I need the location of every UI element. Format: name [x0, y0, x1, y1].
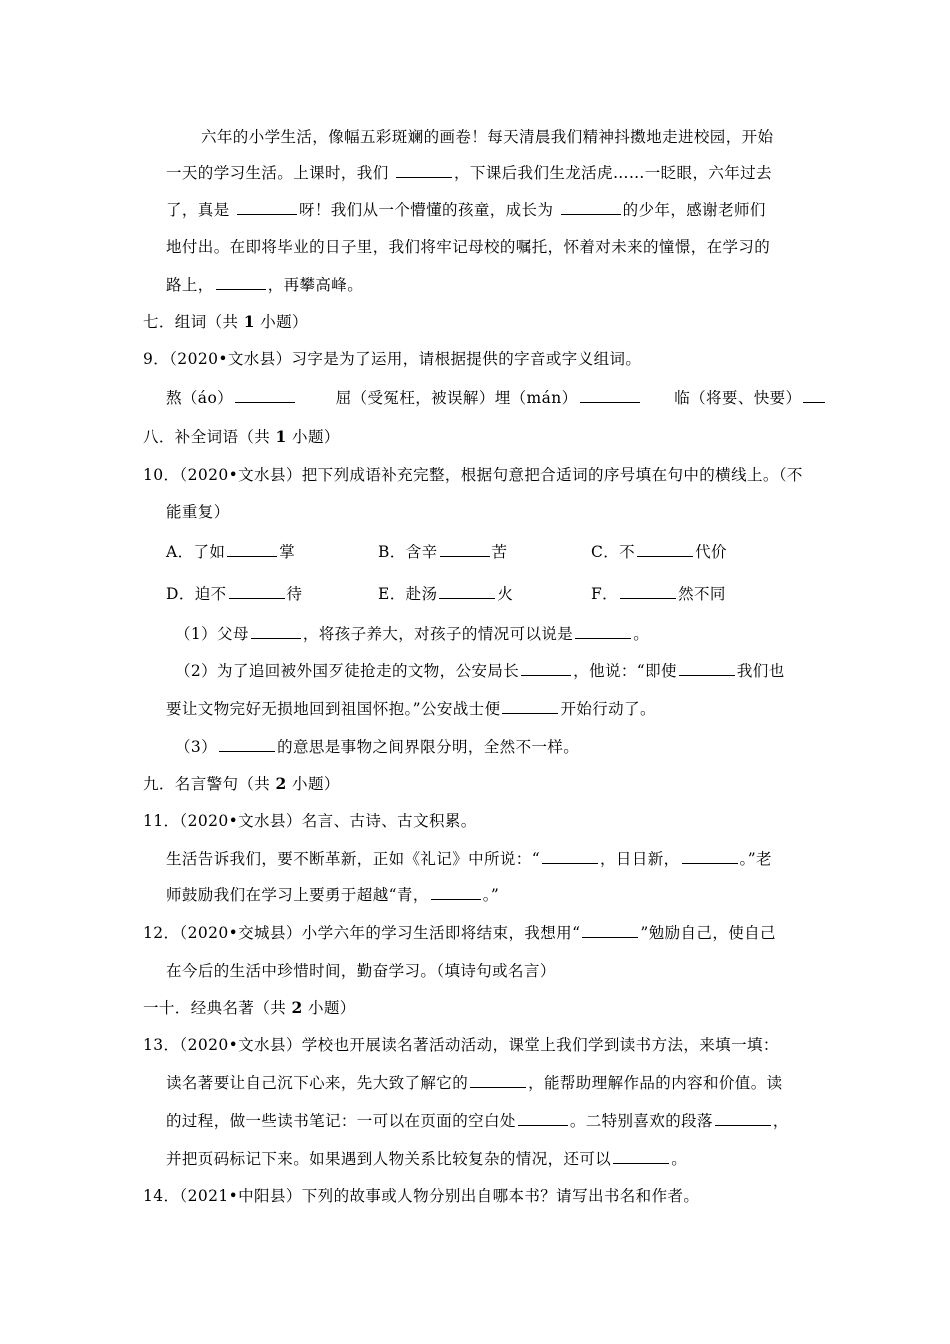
question-9-items: 熬（áo） 屈（受冤枉，被误解）埋（mán） 临（将要、快要） — [166, 388, 827, 408]
answer-blank[interactable] — [679, 661, 735, 676]
question-9-label: 9．（2020•文水县）习字是为了运用，请根据提供的字音或字义组词。 — [143, 350, 642, 368]
question-10-label-cont: 能重复） — [166, 503, 230, 521]
sentence-2-cont: 要让文物完好无损地回到祖国怀抱。”公安战士便 开始行动了。 — [166, 700, 656, 718]
answer-blank[interactable] — [620, 584, 676, 599]
sentence-1: （1）父母 ，将孩子养大，对孩子的情况可以说是 。 — [175, 625, 650, 643]
answer-blank[interactable] — [575, 624, 631, 639]
question-13-line-2: 的过程，做一些读书笔记：一可以在页面的空白处 。二特别喜欢的段落 ， — [166, 1112, 789, 1130]
question-11-line-1: 生活告诉我们，要不断革新，正如《礼记》中所说：“ ，日日新， 。”老 — [166, 850, 772, 868]
passage-line-1: 六年的小学生活，像幅五彩斑斓的画卷！每天清晨我们精神抖擞地走进校园，开始 — [201, 128, 774, 146]
answer-blank[interactable] — [613, 1149, 669, 1164]
answer-blank[interactable] — [803, 388, 825, 403]
option-a: A．了如 掌 — [166, 543, 296, 561]
answer-blank[interactable] — [637, 542, 693, 557]
answer-blank[interactable] — [502, 699, 558, 714]
answer-blank[interactable] — [682, 849, 738, 864]
answer-blank[interactable] — [396, 163, 452, 178]
option-c: C．不 代价 — [591, 543, 727, 561]
answer-blank[interactable] — [216, 275, 266, 290]
section-heading-8: 八．补全词语（共 1 小题） — [143, 427, 340, 446]
question-12-line-2: 在今后的生活中珍惜时间，勤奋学习。（填诗句或名言） — [166, 962, 556, 980]
answer-blank[interactable] — [715, 1111, 771, 1126]
passage-line-5: 路上， ，再攀高峰。 — [166, 276, 364, 294]
question-10-label: 10．（2020•文水县）把下列成语补充完整，根据句意把合适词的序号填在句中的横线上。（不 — [143, 466, 803, 484]
option-b: B．含辛 苦 — [378, 543, 508, 561]
passage-line-4: 地付出。在即将毕业的日子里，我们将牢记母校的嘱托，怀着对未来的憧憬，在学习的 — [166, 238, 771, 256]
section-heading-7: 七．组词（共 1 小题） — [143, 312, 308, 331]
answer-blank[interactable] — [229, 584, 285, 599]
sentence-2: （2）为了追回被外国歹徒抢走的文物，公安局长 ，他说：“即使 我们也 — [175, 662, 785, 680]
answer-blank[interactable] — [440, 542, 490, 557]
section-heading-9: 九．名言警句（共 2 小题） — [143, 774, 340, 793]
answer-blank[interactable] — [542, 849, 598, 864]
answer-blank[interactable] — [521, 661, 571, 676]
passage-line-2: 一天的学习生活。上课时，我们 ，下课后我们生龙活虎……一眨眼，六年过去 — [166, 164, 772, 182]
question-11-line-2: 师鼓励我们在学习上要勇于超越“青， 。” — [166, 886, 500, 904]
answer-blank[interactable] — [561, 200, 621, 215]
question-11-label: 11．（2020•文水县）名言、古诗、古文积累。 — [143, 812, 477, 830]
answer-blank[interactable] — [518, 1111, 568, 1126]
answer-blank[interactable] — [235, 388, 295, 403]
sentence-3: （3） 的意思是事物之间界限分明，全然不一样。 — [175, 738, 580, 756]
question-13-line-3: 并把页码标记下来。如果遇到人物关系比较复杂的情况，还可以 。 — [166, 1150, 688, 1168]
answer-blank[interactable] — [431, 885, 481, 900]
question-13-label: 13．（2020•文水县）学校也开展读名著活动活动，课堂上我们学到读书方法，来填一填： — [143, 1036, 779, 1054]
option-e: E．赴汤 火 — [378, 585, 514, 603]
section-heading-10: 一十．经典名著（共 2 小题） — [143, 998, 356, 1017]
question-14-label: 14．（2021•中阳县）下列的故事或人物分别出自哪本书？请写出书名和作者。 — [143, 1187, 700, 1205]
answer-blank[interactable] — [439, 584, 495, 599]
answer-blank[interactable] — [227, 542, 277, 557]
answer-blank[interactable] — [251, 624, 301, 639]
answer-blank[interactable] — [582, 923, 638, 938]
question-13-line-1: 读名著要让自己沉下心来，先大致了解它的 ，能帮助理解作品的内容和价值。读 — [166, 1074, 783, 1092]
option-f: F． 然不同 — [591, 585, 726, 603]
answer-blank[interactable] — [219, 737, 275, 752]
passage-line-3: 了，真是 呀！我们从一个懵懂的孩童，成长为 的少年，感谢老师们 — [166, 201, 766, 219]
option-d: D．迫不 待 — [166, 585, 303, 603]
answer-blank[interactable] — [237, 200, 297, 215]
answer-blank[interactable] — [470, 1073, 526, 1088]
question-12-label: 12．（2020•交城县）小学六年的学习生活即将结束，我想用“ ”勉励自己，使自己 — [143, 924, 776, 942]
answer-blank[interactable] — [580, 388, 640, 403]
